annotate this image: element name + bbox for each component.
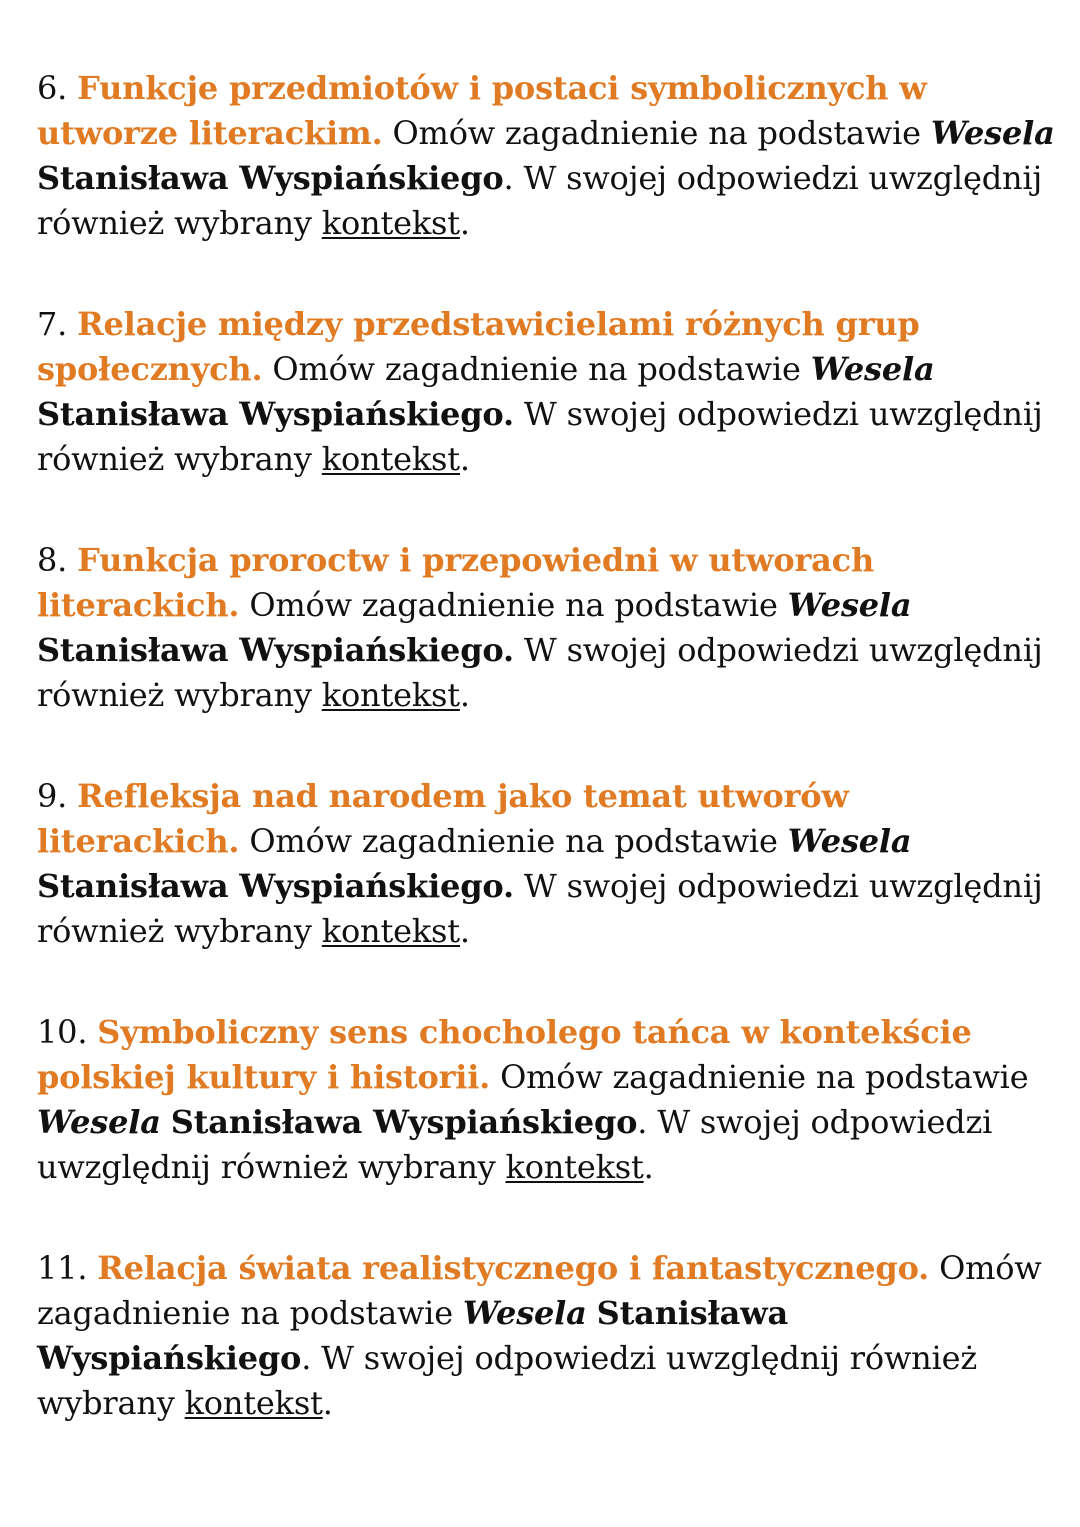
item-number: 10.	[37, 1013, 88, 1051]
work-title: Wesela	[930, 114, 1055, 152]
instruction-text: Omów zagadnienie na podstawie	[392, 114, 921, 152]
context-link: kontekst	[321, 912, 460, 950]
work-title: Wesela	[462, 1294, 587, 1332]
instruction-text: Omów zagadnienie na podstawie	[37, 1249, 1042, 1332]
work-title: Wesela	[787, 586, 912, 624]
topic-item-11	[37, 1246, 1057, 1426]
topic-item-7	[37, 302, 1057, 482]
instruction-text: Omów zagadnienie na podstawie	[249, 822, 778, 860]
instruction-text: Omów zagadnienie na podstawie	[500, 1058, 1029, 1096]
end-punct: .	[459, 912, 470, 950]
item-number: 6.	[37, 69, 68, 107]
instruction-text: Omów zagadnienie na podstawie	[249, 586, 778, 624]
item-number: 9.	[37, 777, 68, 815]
author-name: Stanisława Wyspiańskiego	[37, 159, 504, 197]
context-link: kontekst	[321, 440, 460, 478]
topic-title: Relacje między przedstawicielami różnych grup społecznych.	[37, 305, 920, 388]
context-link: kontekst	[184, 1384, 323, 1422]
topic-item-8	[37, 538, 1057, 718]
instruction-end: . W swojej odpowiedzi uwzględnij również wybrany	[37, 159, 1043, 242]
item-number: 11.	[37, 1249, 88, 1287]
end-punct: .	[459, 440, 470, 478]
end-punct: .	[322, 1384, 333, 1422]
author-name: Stanisława Wyspiańskiego.	[37, 867, 514, 905]
author-name: Stanisława Wyspiańskiego	[37, 1294, 789, 1377]
instruction-text: Omów zagadnienie na podstawie	[272, 350, 801, 388]
topic-title: Relacja świata realistycznego i fantastycznego.	[97, 1249, 930, 1287]
instruction-end: . W swojej odpowiedzi uwzględnij również wybrany	[37, 1339, 977, 1422]
end-punct: .	[459, 204, 470, 242]
context-link: kontekst	[505, 1148, 644, 1186]
topic-item-10	[37, 1010, 1057, 1190]
topic-title: Symboliczny sens chocholego tańca w kontekście polskiej kultury i historii.	[37, 1013, 972, 1096]
author-name: Stanisława Wyspiańskiego.	[37, 631, 514, 669]
topic-item-6	[37, 66, 1057, 246]
context-link: kontekst	[321, 204, 460, 242]
work-title: Wesela	[37, 1103, 161, 1141]
author-name: Stanisława Wyspiańskiego	[170, 1103, 638, 1141]
author-name: Stanisława Wyspiańskiego.	[37, 395, 514, 433]
item-number: 8.	[37, 541, 68, 579]
item-number: 7.	[37, 305, 68, 343]
end-punct: .	[643, 1148, 654, 1186]
end-punct: .	[459, 676, 470, 714]
work-title: Wesela	[810, 350, 935, 388]
topic-title: Funkcje przedmiotów i postaci symbolicznych w utworze literackim.	[37, 69, 927, 152]
exam-topics-list	[37, 66, 1057, 1482]
instruction-end: W swojej odpowiedzi uwzględnij również wybrany	[37, 867, 1043, 950]
topic-title: Funkcja proroctw i przepowiedni w utworach literackich.	[37, 541, 875, 624]
instruction-end: W swojej odpowiedzi uwzględnij również wybrany	[37, 631, 1043, 714]
context-link: kontekst	[321, 676, 460, 714]
work-title: Wesela	[787, 822, 912, 860]
topic-title: Refleksja nad narodem jako temat utworów literackich.	[37, 777, 849, 860]
instruction-end: W swojej odpowiedzi uwzględnij również wybrany	[37, 395, 1043, 478]
instruction-end: . W swojej odpowiedzi uwzględnij również wybrany	[37, 1103, 993, 1186]
topic-item-9	[37, 774, 1057, 954]
